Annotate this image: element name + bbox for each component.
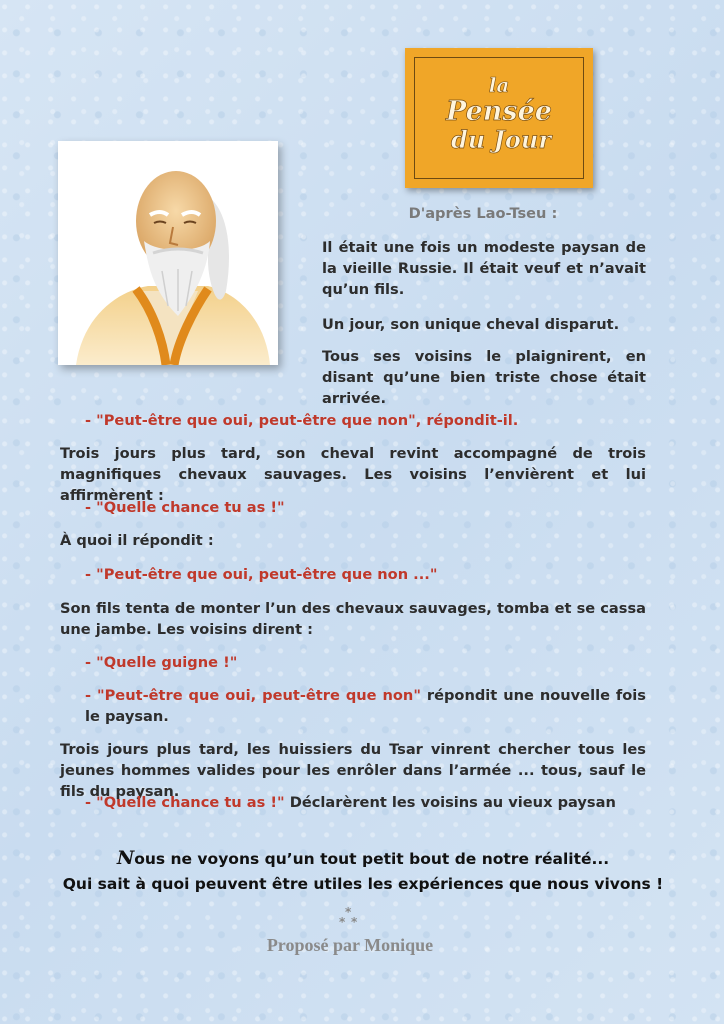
logo-line-1: la [488, 73, 510, 97]
quote-attribution: répondit une nouvelle fois le paysan. [85, 687, 646, 725]
moral-initial: N [116, 847, 135, 869]
asterism-ornament-icon [336, 905, 364, 929]
logo-line-2: Pensée [446, 96, 552, 127]
quote-text: - "Peut-être que oui, peut-être que non" [85, 687, 421, 704]
quote-text: - "Quelle chance tu as !" [85, 794, 285, 811]
quote-line [85, 685, 646, 727]
quote-line: - "Peut-être que oui, peut-être que non ..." [85, 566, 438, 583]
byline: D'après Lao-Tseu : [408, 205, 558, 222]
story-paragraph: Tous ses voisins le plaignirent, en disant qu’une bien triste chose était arrivée. [322, 348, 646, 407]
svg-text:*: * [339, 915, 346, 929]
quote-line [85, 792, 645, 813]
quote-line: - "Quelle guigne !" [85, 654, 238, 671]
lao-tseu-portrait [58, 141, 278, 365]
story-paragraph: Trois jours plus tard, les huissiers du Tsar vinrent chercher tous les jeunes hommes valides pour les enrôler dans l’armée ... tous, sauf le fils du paysan. [60, 741, 646, 800]
story-paragraph: À quoi il répondit : [60, 532, 214, 549]
moral [40, 846, 686, 897]
logo-line-3: du Jour [450, 125, 552, 154]
story-paragraph: Trois jours plus tard, son cheval revint accompagné de trois magnifiques chevaux sauvages. Les voisins l’envièrent et lui affirmèrent : [60, 445, 646, 504]
credit: Proposé par Monique [266, 935, 434, 955]
pensee-du-jour-logo [405, 48, 593, 188]
story-paragraph: Il était une fois un modeste paysan de la vieille Russie. Il était veuf et n’avait qu’un fils. [322, 239, 646, 298]
quote-attribution: Déclarèrent les voisins au vieux paysan [289, 794, 616, 811]
moral-line-1-text: ous ne voyons qu’un tout petit bout de notre réalité... [134, 850, 610, 868]
quote-line: - "Quelle chance tu as !" [85, 499, 285, 516]
svg-text:*: * [351, 915, 358, 929]
story-paragraph: Son fils tenta de monter l’un des chevaux sauvages, tomba et se cassa une jambe. Les voisins dirent : [60, 600, 646, 638]
svg-text:*: * [345, 905, 352, 919]
quote-line: - "Peut-être que oui, peut-être que non", répondit-il. [85, 412, 519, 429]
moral-line-2: Qui sait à quoi peuvent être utiles les expériences que nous vivons ! [62, 875, 664, 893]
story-paragraph: Un jour, son unique cheval disparut. [322, 316, 620, 333]
moral-line-1 [40, 846, 686, 872]
